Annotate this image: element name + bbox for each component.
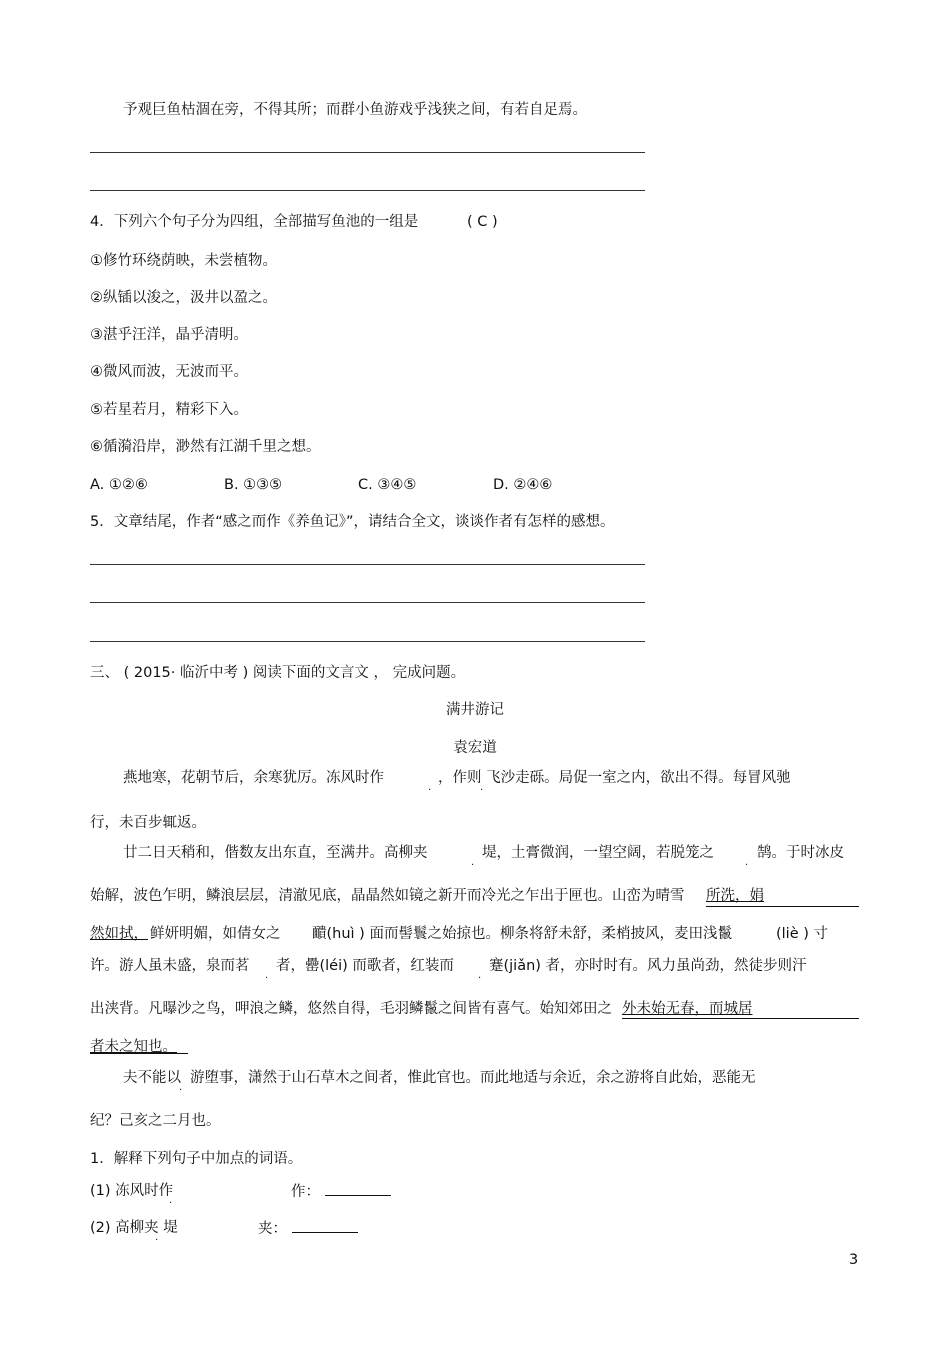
passage-text: 燕地寒，花朝节后，余寒犹厉。冻风时作 [123, 770, 384, 786]
q5-stem: 5．文章结尾，作者“感之而作《养鱼记》”，请结合全文，谈谈作者有怎样的感想。 [90, 514, 615, 530]
passage-text: 夫不能以 [123, 1070, 181, 1086]
underlined-text: 外未始无春，而城居 [622, 1001, 753, 1017]
q1-item-1: (1) 冻风时作 [90, 1183, 174, 1199]
answer-blank[interactable] [325, 1181, 391, 1196]
passage-text: 廿二日天稍和，偕数友出东直，至满井。高柳夹 [123, 845, 428, 861]
q4-option-a: A. ①②⑥ [90, 477, 148, 493]
q4-option-b: B. ①③⑤ [224, 477, 283, 493]
q1-item-2: (2) 高柳夹 堤 [90, 1220, 178, 1236]
emphasis-dot: · [428, 785, 432, 796]
q4-stem: 4．下列六个句子分为四组，全部描写鱼池的一组是 [90, 214, 419, 230]
answer-line [90, 602, 645, 603]
passage-text: 鲜妍明媚，如倩女之 [150, 926, 281, 942]
q4-item: ⑤若星若月，精彩下入。 [90, 402, 248, 418]
article-title: 满井游记 [446, 702, 504, 718]
passage-text: 许。游人虽未盛，泉而茗 [90, 958, 250, 974]
q4-option-d: D. ②④⑥ [493, 477, 553, 493]
answer-line [90, 152, 645, 153]
q4-item: ④微风而波，无波而平。 [90, 364, 248, 380]
passage-text: 游堕事，潇然于山石草木之间者，惟此官也。而此地适与余近，余之游将自此始，恶能无 [190, 1070, 756, 1086]
page-number: 3 [849, 1252, 859, 1268]
passage-text: 者，罍(léi) 而歌者，红装而 [276, 958, 454, 974]
answer-line [90, 564, 645, 565]
underline [90, 1053, 188, 1054]
passage-text: 出浃背。凡曝沙之鸟，呷浪之鳞，悠然自得，毛羽鳞鬣之间皆有喜气。始知郊田之 [90, 1001, 612, 1017]
q3-quote: 予观巨鱼枯涸在旁，不得其所；而群小鱼游戏乎浅狭之间，有若自足焉。 [123, 102, 587, 118]
passage-text: 堤，土膏微润，一望空阔，若脱笼之 [482, 845, 714, 861]
passage-text: ，作则 飞沙走砾。局促一室之内，欲出不得。每冒风驰 [438, 770, 791, 786]
q4-answer: ( C ) [467, 214, 498, 230]
q4-item: ③湛乎汪洋，晶乎清明。 [90, 327, 248, 343]
passage-text: 纪？己亥之二月也。 [90, 1113, 221, 1129]
q4-option-c: C. ③④⑤ [358, 477, 417, 493]
passage-text: 蹇(jiǎn) 者，亦时时有。风力虽尚劲，然徒步则汗 [489, 958, 807, 974]
emphasis-dot: · [478, 973, 482, 984]
passage-text: (liè ) 寸 [776, 926, 829, 942]
answer-line [90, 190, 645, 191]
q4-item: ①修竹环绕荫映，未尝植物。 [90, 253, 277, 269]
article-author: 袁宏道 [453, 740, 497, 756]
underlined-text: 然如拭， [90, 926, 148, 942]
section-heading: 三、 ( 2015· 临沂中考 ) 阅读下面的文言文 ， 完成问题。 [90, 665, 466, 681]
underlined-text: 者未之知也。 [90, 1039, 177, 1055]
answer-line [90, 641, 645, 642]
passage-text: 靧(huì ) 面而髻鬟之始掠也。柳条将舒未舒，柔梢披风，麦田浅鬣 [312, 926, 732, 942]
underline [622, 1018, 859, 1019]
q1-word-label: 作： [291, 1184, 320, 1200]
passage-text: 行，未百步辄返。 [90, 815, 206, 831]
emphasis-dot: · [169, 1198, 173, 1209]
emphasis-dot: · [265, 973, 269, 984]
q4-item: ⑥循漪沿岸，渺然有江湖千里之想。 [90, 439, 321, 455]
answer-blank[interactable] [292, 1218, 358, 1233]
emphasis-dot: · [155, 1235, 159, 1246]
q1-item-1-word [291, 1181, 391, 1202]
underlined-text: 所洗，娟 [706, 888, 764, 904]
underline [706, 906, 859, 907]
passage-text: 始解，波色乍明，鳞浪层层，清澈见底，晶晶然如镜之新开而冷光之乍出于匣也。山峦为晴雪 [90, 888, 685, 904]
emphasis-dot: · [179, 1085, 183, 1096]
emphasis-dot: · [745, 860, 749, 871]
q1-item-2-word [258, 1218, 358, 1239]
q1-word-label: 夹： [258, 1221, 287, 1237]
emphasis-dot: · [480, 785, 484, 796]
emphasis-dot: · [471, 860, 475, 871]
q1-stem: 1．解释下列句子中加点的词语。 [90, 1151, 303, 1167]
passage-text: 鹄。于时冰皮 [757, 845, 844, 861]
q4-item: ②纵锸以浚之，汲井以盈之。 [90, 290, 277, 306]
